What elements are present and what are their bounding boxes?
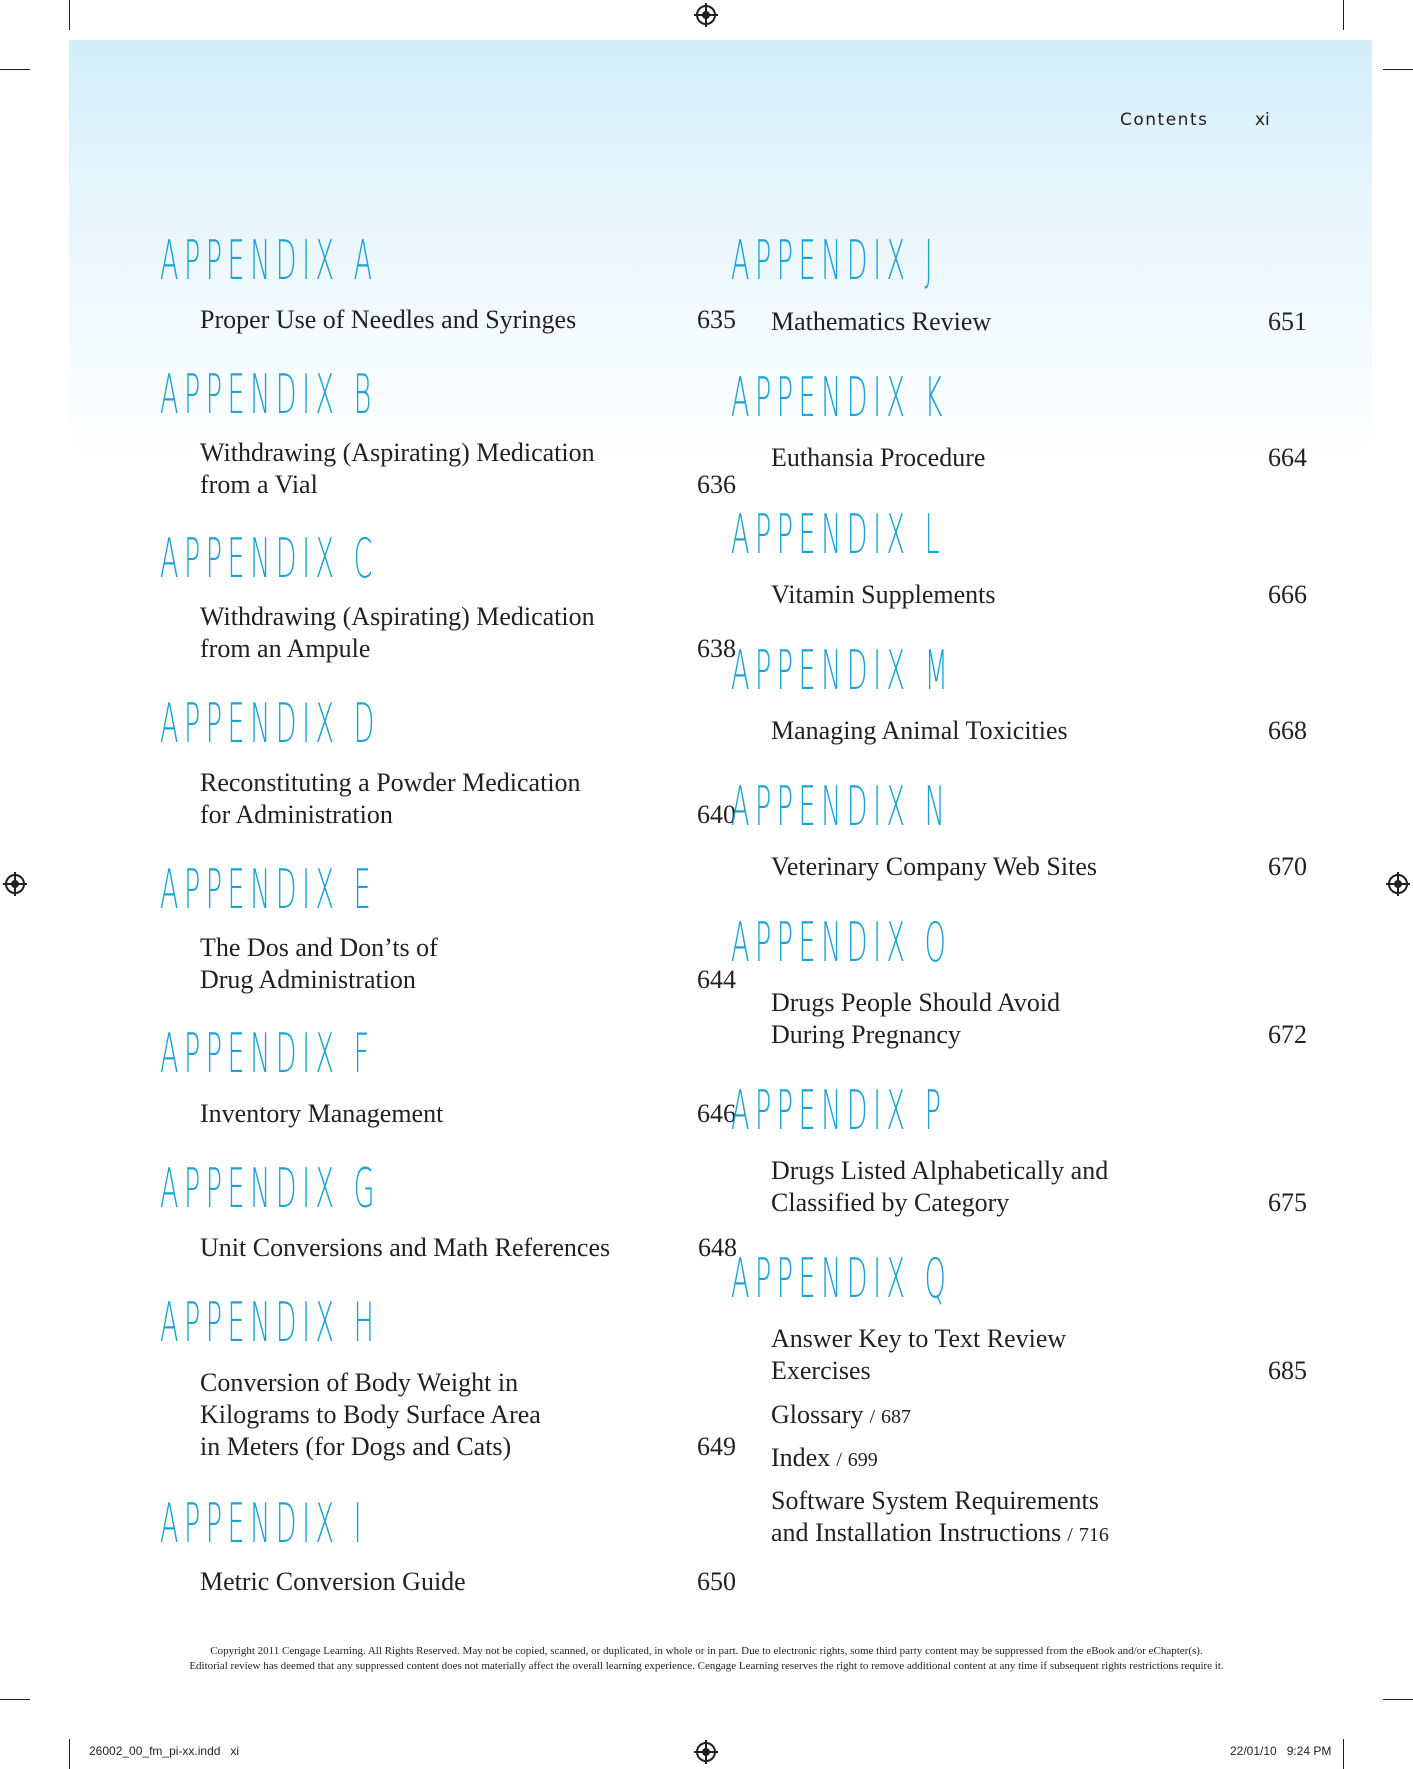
toc-entry — [200, 1367, 736, 1463]
entry-title: Exercises — [771, 1356, 871, 1385]
toc-entry — [771, 1323, 1307, 1387]
entry-title: Metric Conversion Guide — [200, 1567, 466, 1596]
entry-title: in Meters (for Dogs and Cats) — [200, 1432, 512, 1461]
toc-entry — [200, 1566, 736, 1598]
copyright-notice — [69, 1644, 1344, 1674]
toc-entry — [771, 987, 1307, 1051]
entry-title: Index — [771, 1443, 831, 1472]
entry-page: 646 — [697, 1099, 736, 1128]
entry-title: Drugs Listed Alphabetically and — [771, 1156, 1109, 1185]
back-matter-entry — [771, 1485, 1109, 1551]
entry-page: 635 — [697, 305, 736, 334]
appendix-heading: APPENDIX P — [731, 1079, 947, 1142]
copyright-line: Editorial review has deemed that any suppressed content does not materially affect the overall learning experience. Cengage Learning reserves the right to remove additional content at any time if subsequent rights restrictions require it. — [189, 1660, 1224, 1672]
entry-page: 716 — [1078, 1524, 1109, 1546]
crop-mark — [1383, 1699, 1413, 1700]
entry-title: Software System Requirements — [771, 1486, 1099, 1515]
entry-title: Managing Animal Toxicities — [771, 716, 1068, 745]
entry-separator: / — [1067, 1524, 1073, 1546]
crop-mark — [0, 1699, 30, 1700]
entry-title: from an Ampule — [200, 634, 371, 663]
entry-page: 636 — [697, 470, 736, 499]
appendix-heading: APPENDIX O — [731, 911, 952, 974]
back-matter-entry — [771, 1442, 878, 1476]
entry-title: Inventory Management — [200, 1099, 444, 1128]
entry-title: Veterinary Company Web Sites — [771, 852, 1097, 881]
copyright-line: Copyright 2011 Cengage Learning. All Rights Reserved. May not be copied, scanned, or duplicated, in whole or in part. Due to electronic rights, some third party content may be suppressed from the eBook and/or eChapter(s). — [210, 1645, 1203, 1657]
entry-page: 699 — [847, 1449, 878, 1471]
toc-entry — [200, 932, 736, 996]
registration-mark-icon — [5, 874, 25, 894]
entry-title: Classified by Category — [771, 1188, 1010, 1217]
appendix-heading: APPENDIX N — [731, 775, 951, 838]
entry-page: 675 — [1268, 1188, 1307, 1217]
toc-entry — [771, 851, 1307, 883]
entry-title: for Administration — [200, 800, 393, 829]
printer-slug-file: 26002_00_fm_pi-xx.indd xi — [89, 1744, 240, 1758]
appendix-heading: APPENDIX I — [160, 1492, 368, 1555]
crop-mark — [69, 0, 70, 30]
toc-entry — [200, 1098, 736, 1130]
entry-title: Answer Key to Text Review — [771, 1324, 1067, 1353]
toc-entry — [771, 306, 1307, 338]
appendix-heading: APPENDIX Q — [731, 1247, 952, 1310]
appendix-heading: APPENDIX K — [731, 366, 948, 429]
crop-mark — [0, 69, 30, 70]
entry-title: Reconstituting a Powder Medication — [200, 768, 581, 797]
appendix-heading: APPENDIX M — [731, 639, 954, 702]
running-head — [1120, 110, 1270, 130]
entry-title: The Dos and Don’ts of — [200, 933, 438, 962]
entry-title: Vitamin Supplements — [771, 580, 996, 609]
entry-page: 664 — [1268, 443, 1307, 472]
entry-title: from a Vial — [200, 470, 318, 499]
entry-title: Mathematics Review — [771, 307, 992, 336]
entry-page: 687 — [881, 1406, 911, 1428]
appendix-heading: APPENDIX H — [160, 1291, 380, 1354]
entry-page: 672 — [1268, 1020, 1307, 1049]
entry-title: Withdrawing (Aspirating) Medication — [200, 438, 595, 467]
entry-page: 666 — [1268, 580, 1307, 609]
toc-entry — [771, 579, 1307, 611]
appendix-heading: APPENDIX B — [160, 363, 377, 426]
entry-title: Proper Use of Needles and Syringes — [200, 305, 577, 334]
toc-entry — [200, 767, 736, 831]
toc-entry — [771, 1155, 1307, 1219]
appendix-heading: APPENDIX F — [160, 1022, 375, 1085]
entry-separator: / — [836, 1449, 842, 1471]
registration-mark-icon — [696, 5, 716, 25]
registration-mark-icon — [696, 1742, 716, 1762]
entry-title: During Pregnancy — [771, 1020, 961, 1049]
toc-entry — [200, 437, 736, 501]
appendix-heading: APPENDIX A — [160, 229, 378, 292]
entry-page: 638 — [697, 634, 736, 663]
registration-mark-icon — [1388, 874, 1408, 894]
entry-title: Euthansia Procedure — [771, 443, 986, 472]
entry-title: Withdrawing (Aspirating) Medication — [200, 602, 595, 631]
toc-entry — [200, 1232, 737, 1264]
toc-entry — [771, 442, 1307, 474]
running-head-page-number: xi — [1255, 110, 1270, 130]
crop-mark — [1343, 1739, 1344, 1769]
entry-page: 651 — [1268, 307, 1307, 336]
entry-page: 668 — [1268, 716, 1307, 745]
entry-page: 685 — [1268, 1356, 1307, 1385]
crop-mark — [1383, 69, 1413, 70]
entry-page: 644 — [697, 965, 736, 994]
appendix-heading: APPENDIX E — [160, 858, 377, 921]
appendix-heading: APPENDIX L — [731, 503, 946, 566]
entry-page: 648 — [698, 1233, 737, 1262]
entry-title: and Installation Instructions — [771, 1518, 1062, 1547]
entry-separator: / — [869, 1406, 875, 1428]
printer-slug-datetime: 22/01/10 9:24 PM — [1230, 1744, 1332, 1758]
entry-title: Kilograms to Body Surface Area — [200, 1400, 541, 1429]
crop-mark — [1343, 0, 1344, 30]
entry-title: Drugs People Should Avoid — [771, 988, 1061, 1017]
entry-title: Unit Conversions and Math References — [200, 1233, 611, 1262]
appendix-heading: APPENDIX C — [160, 527, 378, 590]
appendix-heading: APPENDIX J — [731, 229, 939, 292]
entry-page: 670 — [1268, 852, 1307, 881]
appendix-heading: APPENDIX G — [160, 1157, 381, 1220]
entry-page: 649 — [697, 1432, 736, 1461]
entry-title: Conversion of Body Weight in — [200, 1368, 519, 1397]
entry-title: Glossary — [771, 1400, 864, 1429]
toc-entry — [200, 601, 736, 665]
running-head-title: Contents — [1120, 110, 1209, 130]
toc-entry — [200, 304, 736, 336]
back-matter-entry — [771, 1399, 911, 1433]
entry-page: 650 — [697, 1567, 736, 1596]
appendix-heading: APPENDIX D — [160, 692, 380, 755]
crop-mark — [69, 1739, 70, 1769]
entry-page: 640 — [697, 800, 736, 829]
entry-title: Drug Administration — [200, 965, 416, 994]
toc-entry — [771, 715, 1307, 747]
